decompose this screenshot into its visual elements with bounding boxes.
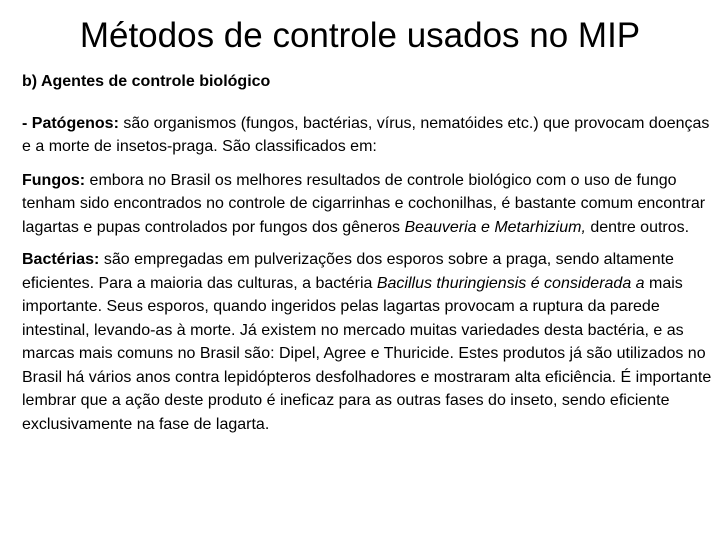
- paragraph-text-after: mais importante. Seus esporos, quando ingeridos pelas lagartas provocam a ruptura da parede intestinal, levando-as à morte. Já existem no mercado muitas variedades desta bactéria, e as marcas mais comuns no Brasil são: Dipel, Agree e Thuricide. Estes produtos já são utilizados no Brasil há vários anos contra lepidópteros desfolhadores e mostraram alta eficiência. É importante lembrar que a ação deste produto é ineficaz para as outras fases do inseto, sendo eficiente exclusivamente na fase de lagarta.: [22, 274, 712, 433]
- paragraph-text: embora no Brasil os melhores resultados de controle biológico com o uso de fungo tenham sido encontrados no controle de cigarrinhas e cochonilhas, é bastante comum encontrar lagartas e pupas controlados por fungos dos gêneros: [22, 171, 706, 236]
- section-subtitle: b) Agentes de controle biológico: [22, 73, 271, 90]
- paragraph-patogenos: [22, 112, 712, 159]
- paragraph-italic-text: Bacillus thuringiensis é considerada a: [376, 274, 645, 292]
- paragraph-bacterias: [22, 248, 712, 436]
- paragraph-text: são empregadas em pulverizações dos esporos sobre a praga, sendo altamente eficientes. Para a maioria das culturas, a bactéria: [22, 251, 674, 292]
- paragraph-fungos: [22, 169, 712, 240]
- paragraph-italic-text: Beauveria e Metarhizium,: [404, 218, 586, 236]
- slide-content: [22, 70, 712, 445]
- paragraph-text: são organismos (fungos, bactérias, vírus, nematóides etc.) que provocam doenças e a morte de insetos-praga. São classificados em:: [22, 114, 710, 155]
- paragraph-text-after: dentre outros.: [585, 218, 690, 236]
- slide-title: Métodos de controle usados no MIP: [79, 16, 641, 55]
- paragraph-label: Bactérias:: [22, 251, 100, 268]
- paragraph-label: Fungos:: [22, 171, 86, 189]
- paragraph-label: - Patógenos:: [22, 114, 119, 132]
